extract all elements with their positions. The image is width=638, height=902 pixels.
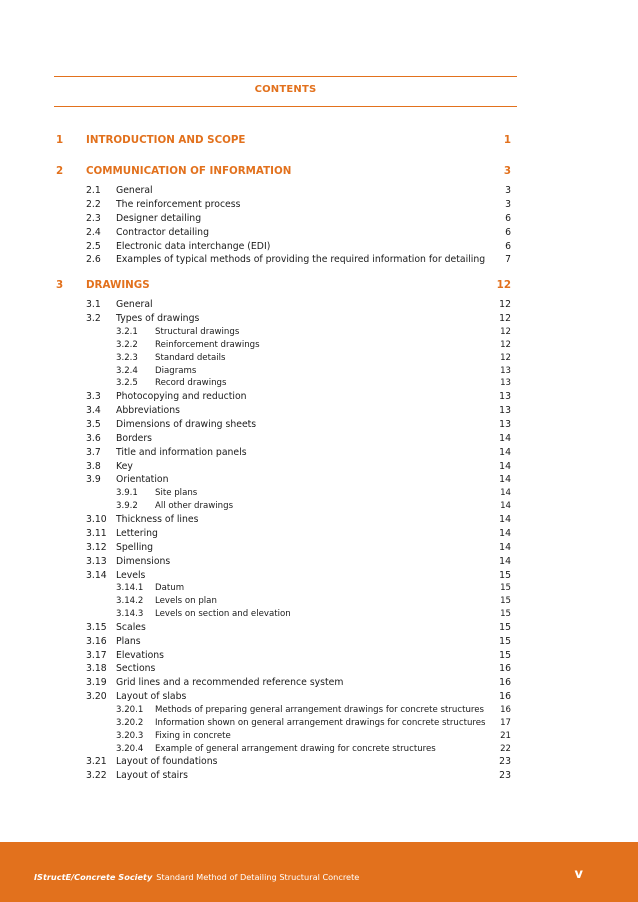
toc-number: 3.20.4 <box>116 743 144 754</box>
toc-entry-row[interactable] <box>54 253 517 267</box>
toc-section-row[interactable] <box>54 162 517 180</box>
toc-page: 14 <box>500 501 511 512</box>
toc-number: 2.3 <box>86 212 101 224</box>
toc-number: 3.2.5 <box>116 378 138 389</box>
toc-entry-row[interactable] <box>54 432 517 446</box>
toc-number: 3.21 <box>86 756 107 768</box>
toc-page: 23 <box>499 756 511 768</box>
toc-title: Site plans <box>155 488 198 499</box>
toc-title: Example of general arrangement drawing for concrete structures <box>155 743 436 754</box>
footer-bar <box>0 842 638 902</box>
toc-section-row[interactable] <box>54 131 517 149</box>
toc-number: 3.18 <box>86 663 107 675</box>
toc-page: 14 <box>499 555 511 567</box>
footer-page-number: v <box>574 867 583 882</box>
toc-page: 12 <box>500 339 511 350</box>
toc-entry-row[interactable] <box>54 690 517 704</box>
toc-title: Plans <box>116 635 141 647</box>
toc-entry-row[interactable] <box>54 769 517 783</box>
toc-number: 3.12 <box>86 541 107 553</box>
toc-title: Electronic data interchange (EDI) <box>116 240 271 252</box>
toc-title: DRAWINGS <box>86 279 150 292</box>
toc-entry-row[interactable] <box>54 608 517 621</box>
toc-entry-row[interactable] <box>54 326 517 339</box>
toc-entry-row[interactable] <box>54 298 517 312</box>
toc-number: 3.15 <box>86 621 107 633</box>
toc-page: 13 <box>500 378 511 389</box>
toc-title: Layout of slabs <box>116 691 187 703</box>
toc-number: 2.2 <box>86 198 101 210</box>
toc-number: 3.14.1 <box>116 583 144 594</box>
toc-entry-row[interactable] <box>54 730 517 743</box>
toc-number: 2.4 <box>86 226 101 238</box>
toc-title: Layout of foundations <box>116 756 218 768</box>
toc-title: Key <box>116 460 133 472</box>
toc-title: All other drawings <box>155 501 234 512</box>
toc-number: 2.1 <box>86 185 101 196</box>
toc-number: 3.5 <box>86 418 101 430</box>
toc-page: 15 <box>500 596 511 607</box>
toc-page: 13 <box>500 365 511 376</box>
toc-entry-row[interactable] <box>54 184 517 198</box>
toc-page: 15 <box>499 635 511 647</box>
toc-entry-row[interactable] <box>54 404 517 418</box>
toc-page: 3 <box>505 198 511 210</box>
toc-title: Levels <box>116 569 146 581</box>
toc-entry-row[interactable] <box>54 717 517 730</box>
toc-title: Designer detailing <box>116 212 202 224</box>
toc-entry-row[interactable] <box>54 500 517 513</box>
toc-title: Layout of stairs <box>116 770 188 782</box>
toc-title: Levels on section and elevation <box>155 608 291 619</box>
toc-number: 3.14 <box>86 569 107 581</box>
toc-entry-row[interactable] <box>54 649 517 663</box>
toc-entry-row[interactable] <box>54 240 517 254</box>
toc-page: 17 <box>500 717 511 728</box>
toc-number: 3.9.2 <box>116 501 138 512</box>
toc-number: 3.7 <box>86 446 101 458</box>
toc-number: 3.3 <box>86 391 101 403</box>
table-of-contents <box>54 131 517 783</box>
toc-page: 13 <box>499 418 511 430</box>
toc-page: 15 <box>499 569 511 581</box>
toc-page: 14 <box>499 527 511 539</box>
toc-page: 16 <box>499 663 511 675</box>
toc-number: 3.2 <box>86 313 101 325</box>
toc-page: 6 <box>505 212 511 224</box>
toc-page: 15 <box>500 608 511 619</box>
toc-page: 14 <box>499 513 511 525</box>
toc-number: 3.20.3 <box>116 730 144 741</box>
title-rule <box>54 106 517 107</box>
toc-title: Sections <box>116 663 156 675</box>
toc-number: 3.17 <box>86 649 107 661</box>
toc-title: Fixing in concrete <box>155 730 231 741</box>
toc-number: 3.6 <box>86 432 101 444</box>
toc-entry-row[interactable] <box>54 446 517 460</box>
toc-title: General <box>116 299 153 311</box>
toc-page: 13 <box>499 391 511 403</box>
toc-page: 13 <box>499 405 511 416</box>
toc-title: Standard details <box>155 352 226 363</box>
toc-entry-row[interactable] <box>54 312 517 326</box>
toc-title: Record drawings <box>155 378 227 389</box>
toc-entry-row[interactable] <box>54 595 517 608</box>
toc-title: Reinforcement drawings <box>155 339 260 350</box>
toc-title: COMMUNICATION OF INFORMATION <box>86 165 292 177</box>
toc-number: 3.2.2 <box>116 339 138 350</box>
toc-entry-row[interactable] <box>54 541 517 555</box>
toc-page: 12 <box>500 352 511 363</box>
toc-number: 3.10 <box>86 513 107 525</box>
toc-page: 12 <box>499 299 511 311</box>
footer-publisher: IStructE/Concrete Society <box>34 872 153 882</box>
toc-number: 3.16 <box>86 635 107 647</box>
toc-number: 3.20.2 <box>116 717 144 728</box>
toc-page: 14 <box>499 460 511 472</box>
toc-number: 3.1 <box>86 299 101 311</box>
toc-entry-row[interactable] <box>54 513 517 527</box>
top-rule <box>54 76 517 77</box>
toc-entry-row[interactable] <box>54 704 517 717</box>
toc-entry-row[interactable] <box>54 635 517 649</box>
toc-number: 3.20 <box>86 691 107 703</box>
toc-entry-row[interactable] <box>54 390 517 404</box>
toc-entry-row[interactable] <box>54 418 517 432</box>
toc-number: 3.14.2 <box>116 596 144 607</box>
toc-entry-row[interactable] <box>54 755 517 769</box>
toc-page: 12 <box>500 327 511 338</box>
toc-page: 15 <box>499 621 511 633</box>
toc-page: 14 <box>499 446 511 458</box>
toc-entry-row[interactable] <box>54 339 517 352</box>
footer-book-title: Standard Method of Detailing Structural Concrete <box>156 872 360 882</box>
toc-number: 3.14.3 <box>116 608 144 619</box>
toc-number: 3.20.1 <box>116 705 144 716</box>
toc-title: Dimensions <box>116 555 171 567</box>
toc-page: 12 <box>496 279 511 292</box>
toc-page: 7 <box>505 254 511 266</box>
toc-entry-row[interactable] <box>54 226 517 240</box>
toc-page: 12 <box>499 313 511 325</box>
toc-entry-row[interactable] <box>54 555 517 569</box>
toc-title: Title and information panels <box>116 446 247 458</box>
toc-title: Levels on plan <box>155 596 217 607</box>
page-title: CONTENTS <box>254 84 317 95</box>
toc-title: The reinforcement process <box>116 198 241 210</box>
toc-entry-row[interactable] <box>54 621 517 635</box>
toc-page: 14 <box>499 541 511 553</box>
toc-page: 22 <box>500 743 511 754</box>
toc-title: Information shown on general arrangement drawings for concrete structures <box>155 717 486 728</box>
toc-number: 2.6 <box>86 254 101 266</box>
toc-number: 3.13 <box>86 555 107 567</box>
toc-title: Elevations <box>116 649 165 661</box>
toc-entry-row[interactable] <box>54 743 517 756</box>
toc-number: 3.4 <box>86 405 101 416</box>
toc-page: 6 <box>505 226 511 238</box>
toc-number: 3.8 <box>86 460 101 472</box>
toc-title: Photocopying and reduction <box>116 391 247 403</box>
toc-title: INTRODUCTION AND SCOPE <box>86 134 246 146</box>
toc-title: Methods of preparing general arrangement drawings for concrete structures <box>155 705 485 716</box>
toc-entry-row[interactable] <box>54 460 517 474</box>
toc-number: 3.9.1 <box>116 488 138 499</box>
toc-title: Orientation <box>116 474 169 486</box>
toc-page: 3 <box>503 165 511 177</box>
toc-page: 23 <box>499 770 511 782</box>
toc-title: Spelling <box>116 541 154 553</box>
toc-title: Datum <box>155 583 185 594</box>
toc-entry-row[interactable] <box>54 487 517 500</box>
toc-page: 3 <box>505 185 511 196</box>
toc-entry-row[interactable] <box>54 212 517 226</box>
toc-page: 16 <box>500 705 511 716</box>
toc-page: 14 <box>500 488 511 499</box>
toc-number: 3.2.4 <box>116 365 138 376</box>
toc-number: 3.11 <box>86 527 107 539</box>
toc-entry-row[interactable] <box>54 198 517 212</box>
toc-page: 21 <box>500 730 511 741</box>
toc-entry-row[interactable] <box>54 473 517 487</box>
toc-page: 16 <box>499 677 511 689</box>
toc-title: Dimensions of drawing sheets <box>116 418 257 430</box>
toc-number: 2.5 <box>86 240 101 252</box>
toc-page: 14 <box>499 474 511 486</box>
toc-page: 1 <box>503 134 511 146</box>
toc-entry-row[interactable] <box>54 569 517 583</box>
toc-number: 3.19 <box>86 677 107 689</box>
toc-number: 3 <box>56 279 64 292</box>
toc-title: Grid lines and a recommended reference system <box>116 677 344 689</box>
toc-number: 3.9 <box>86 474 101 486</box>
toc-entry-row[interactable] <box>54 365 517 378</box>
toc-number: 1 <box>56 134 64 146</box>
toc-entry-row[interactable] <box>54 527 517 541</box>
toc-title: Examples of typical methods of providing the required information for detailing <box>116 254 486 266</box>
toc-title: General <box>116 185 153 196</box>
toc-entry-row[interactable] <box>54 676 517 690</box>
toc-entry-row[interactable] <box>54 662 517 676</box>
toc-section-row[interactable] <box>54 276 517 294</box>
toc-title: Abbreviations <box>116 405 180 416</box>
toc-entry-row[interactable] <box>54 582 517 595</box>
toc-title: Scales <box>116 621 146 633</box>
toc-number: 3.2.1 <box>116 327 138 338</box>
toc-page: 15 <box>499 649 511 661</box>
toc-page: 6 <box>505 240 511 252</box>
toc-title: Types of drawings <box>116 313 200 325</box>
toc-title: Structural drawings <box>155 327 240 338</box>
toc-title: Contractor detailing <box>116 226 209 238</box>
toc-entry-row[interactable] <box>54 352 517 365</box>
toc-page: 15 <box>500 583 511 594</box>
toc-title: Diagrams <box>155 365 197 376</box>
toc-title: Lettering <box>116 527 158 539</box>
toc-page: 14 <box>499 432 511 444</box>
toc-number: 3.2.3 <box>116 352 138 363</box>
toc-page: 16 <box>499 691 511 703</box>
toc-title: Borders <box>116 432 153 444</box>
toc-title: Thickness of lines <box>116 513 199 525</box>
footer-credit <box>34 872 359 882</box>
toc-number: 2 <box>56 165 64 177</box>
toc-number: 3.22 <box>86 770 107 782</box>
toc-entry-row[interactable] <box>54 377 517 390</box>
